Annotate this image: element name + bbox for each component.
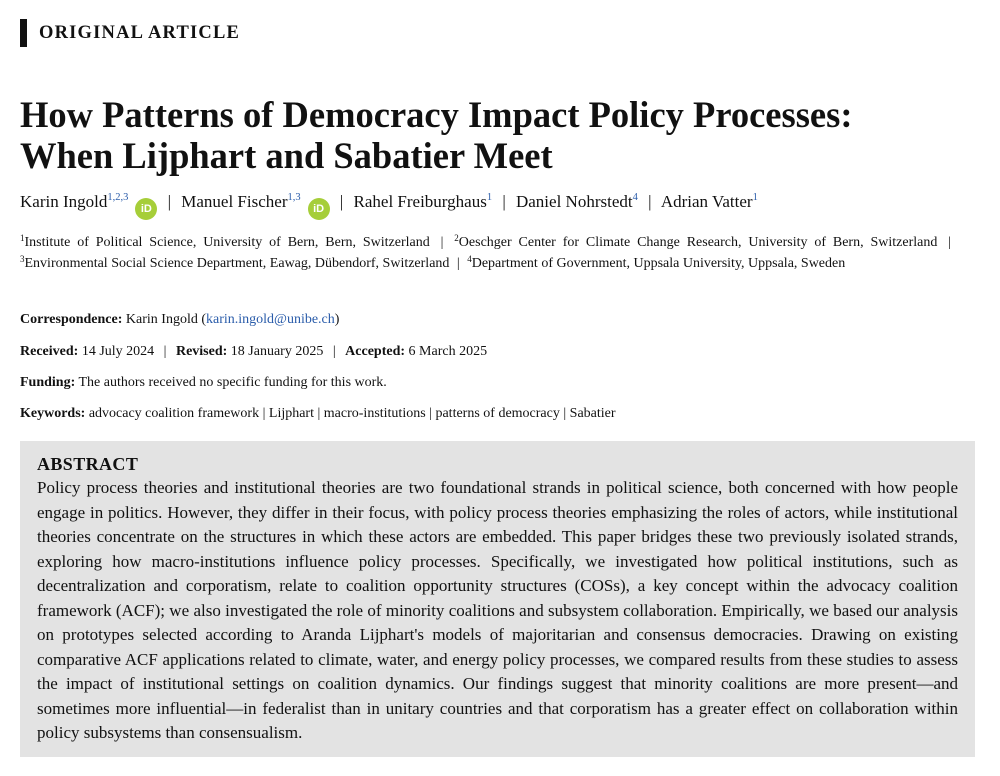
funding-label: Funding: — [20, 375, 76, 390]
author-affiliation-sup[interactable]: 1 — [752, 192, 758, 203]
affiliation-separator: | — [948, 235, 952, 250]
affiliation-text: Environmental Social Science Department, Eawag, Dübendorf, Switzerland — [24, 256, 450, 271]
author-name[interactable]: Rahel Freiburghaus — [353, 192, 487, 211]
received-date: 14 July 2024 — [81, 344, 155, 359]
author-affiliation-sup[interactable]: 1,2,3 — [107, 192, 129, 203]
author-name[interactable]: Daniel Nohrstedt — [515, 192, 633, 211]
affiliation-number: 3 — [20, 254, 25, 264]
affiliation-number: 4 — [467, 254, 472, 264]
keywords-label: Keywords: — [20, 406, 86, 421]
author-name[interactable]: Manuel Fischer — [181, 192, 288, 211]
accepted-date: 6 March 2025 — [408, 344, 488, 359]
received-label: Received: — [20, 344, 79, 359]
author-name[interactable]: Karin Ingold — [20, 192, 108, 211]
author-separator: | — [502, 192, 506, 211]
affiliation-text: Institute of Political Science, University of Bern, Bern, Switzerland — [24, 235, 430, 250]
author-affiliation-sup[interactable]: 1,3 — [287, 192, 301, 203]
author-separator: | — [648, 192, 652, 211]
dates-line — [20, 342, 487, 362]
orcid-icon[interactable]: iD — [135, 198, 157, 220]
funding-text: The authors received no specific funding for this work. — [78, 375, 387, 390]
author-separator: | — [339, 192, 344, 211]
affiliation-text: Oeschger Center for Climate Change Research, University of Bern, Switzerland — [458, 235, 938, 250]
affiliation-number: 2 — [454, 233, 459, 243]
keywords-line — [20, 404, 616, 424]
author-affiliation-sup[interactable]: 1 — [486, 192, 493, 203]
affiliation-number: 1 — [20, 233, 25, 243]
author-list — [20, 190, 758, 220]
abstract-text: Policy process theories and institutional theories are two foundational strands in political science, both concerned with how people engage in politics. However, they differ in their focus, with policy process theories emphasizing the roles of actors, while institutional theories concentrate on the structures in which these actors are embedded. This paper bridges these two previously isolated strands, exploring how macro-institutions influence policy processes. Specifically, we investigated how political institutions, such as decentralization and corporatism, relate to coalition opportunity structures (COSs), a key concept within the advocacy coalition framework (ACF); we also investigated the role of minority coalitions and subsystem collaboration. Empirically, we based our analysis on prototypes selected according to Aranda Lijphart's models of majoritarian and consensus democracies. Drawing on existing comparative ACF applications related to climate, water, and energy policy processes, we compared results from these studies to assess the impact of institutional settings on coalition dynamics. Our findings suggest that minority coalitions are more present—and sometimes more influential—in federalist than in unitary countries and that corporatism has a greater effect on collaboration within policy subsystems than consensualism. — [37, 478, 958, 742]
affiliation-text: Department of Government, Uppsala University, Uppsala, Sweden — [471, 256, 846, 271]
title-line-2: When Lijphart and Sabatier Meet — [20, 135, 553, 176]
orcid-icon[interactable]: iD — [308, 198, 330, 220]
affiliations — [20, 232, 955, 274]
article-type-text: ORIGINAL ARTICLE — [39, 22, 241, 43]
accepted-label: Accepted: — [345, 344, 406, 359]
funding-line — [20, 373, 387, 393]
author-name[interactable]: Adrian Vatter — [660, 192, 753, 211]
date-separator: | — [163, 344, 167, 359]
title-line-1: How Patterns of Democracy Impact Policy Processes: — [20, 94, 853, 135]
author-separator: | — [167, 192, 171, 211]
affiliation-separator: | — [440, 235, 444, 250]
date-separator: | — [332, 344, 336, 359]
revised-label: Revised: — [175, 344, 228, 359]
article-title — [20, 94, 980, 176]
correspondence-email-link[interactable]: karin.ingold@unibe.ch — [206, 312, 335, 327]
abstract-box — [20, 441, 975, 757]
article-type-bar — [20, 19, 27, 47]
correspondence-line: Correspondence: Karin Ingold (karin.ingold@unibe.ch) — [20, 312, 340, 327]
affiliation-separator: | — [456, 256, 460, 271]
correspondence-name: Karin Ingold — [125, 312, 198, 327]
abstract-heading: ABSTRACT — [37, 454, 139, 474]
article-type-label — [20, 19, 240, 47]
keywords-text: advocacy coalition framework | Lijphart | macro-institutions | patterns of democracy | Sabatier — [88, 406, 616, 421]
revised-date: 18 January 2025 — [230, 344, 324, 359]
correspondence-label: Correspondence: — [20, 312, 123, 327]
author-affiliation-sup[interactable]: 4 — [632, 192, 638, 203]
